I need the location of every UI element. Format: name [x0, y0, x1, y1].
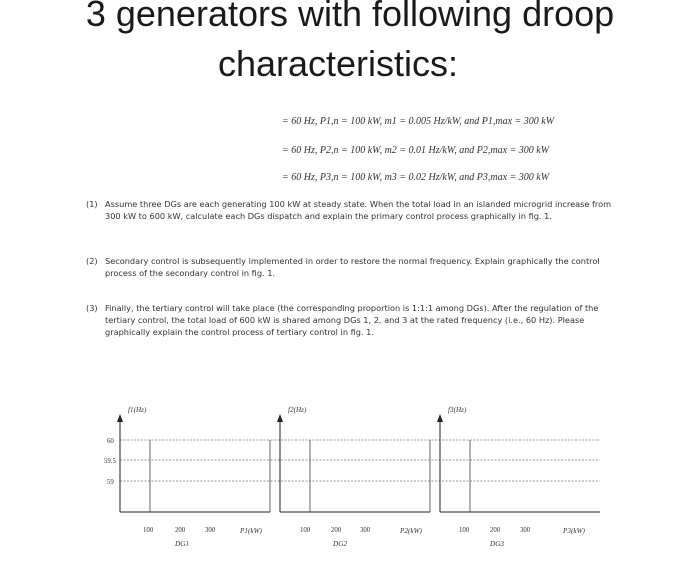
panel-3-x-tick-300: 300 — [520, 527, 531, 534]
panel-2-y-arrow — [277, 414, 283, 422]
panel-1-x-tick-200: 200 — [175, 527, 186, 534]
panel-2-caption: DG2 — [333, 540, 347, 548]
question-2-number: (2) — [86, 256, 98, 266]
heading-line-2: characteristics: — [217, 43, 459, 84]
panel-1-x-tick-300: 300 — [205, 527, 216, 534]
question-2-text: Secondary control is subsequently implemented in order to restore the normal frequency. Explain graphically the control process of the secondary control in fig. 1. — [105, 256, 600, 278]
equation-dg2: = 60 Hz, P2,n = 100 kW, m2 = 0.01 Hz/kW, and P2,max = 300 kW — [282, 145, 550, 156]
y-tick-60: 60 — [107, 438, 114, 445]
panel-1-y-arrow — [117, 414, 123, 422]
heading-line-1: 3 generators with following droop — [85, 0, 615, 34]
question-1-number: (1) — [86, 199, 98, 209]
panel-2-x-tick-300: 300 — [360, 527, 371, 534]
panel-2-y-label: f2(Hz) — [288, 406, 307, 414]
panel-3-x-tick-100: 100 — [459, 527, 470, 534]
equation-dg3: = 60 Hz, P3,n = 100 kW, m3 = 0.02 Hz/kW, and P3,max = 300 kW — [282, 172, 550, 183]
panel-3-caption: DG3 — [490, 540, 504, 548]
panel-2-x-tick-100: 100 — [300, 527, 311, 534]
question-1-text: Assume three DGs are each generating 100 kW at steady state. When the total load in an islanded microgrid increase from 300 kW to 600 kW, calculate each DGs dispatch and explain the primary control process graphically in fig. 1. — [105, 199, 612, 221]
y-tick-59: 59 — [107, 479, 114, 486]
equation-dg1: = 60 Hz, P1,n = 100 kW, m1 = 0.005 Hz/kW, and P1,max = 300 kW — [282, 116, 555, 127]
panel-2-x-tick-200: 200 — [331, 527, 342, 534]
panel-3-x-label: P3(kW) — [563, 527, 585, 535]
panel-1-caption: DG1 — [175, 540, 189, 548]
y-tick-59-5: 59.5 — [104, 458, 116, 465]
panel-3-y-label: f3(Hz) — [448, 406, 467, 414]
question-3-number: (3) — [86, 303, 98, 313]
panel-1-x-tick-100: 100 — [143, 527, 154, 534]
panel-3-x-tick-200: 200 — [490, 527, 501, 534]
panel-2-x-label: P2(kW) — [400, 527, 422, 535]
question-3-text: Finally, the tertiary control will take place (the corresponding proportion is 1:1:1 among DGs). After the regulation of the tertiary control, the total load of 600 kW is shared among DGs 1, 2, and 3 at the rated frequency (i.e., 60 Hz). Please graphically explain the control process of tertiary control in fig. 1. — [105, 303, 599, 337]
panel-1-x-label: P1(kW) — [240, 527, 262, 535]
panel-1-y-label: f1(Hz) — [128, 406, 147, 414]
panel-3-y-arrow — [437, 414, 443, 422]
